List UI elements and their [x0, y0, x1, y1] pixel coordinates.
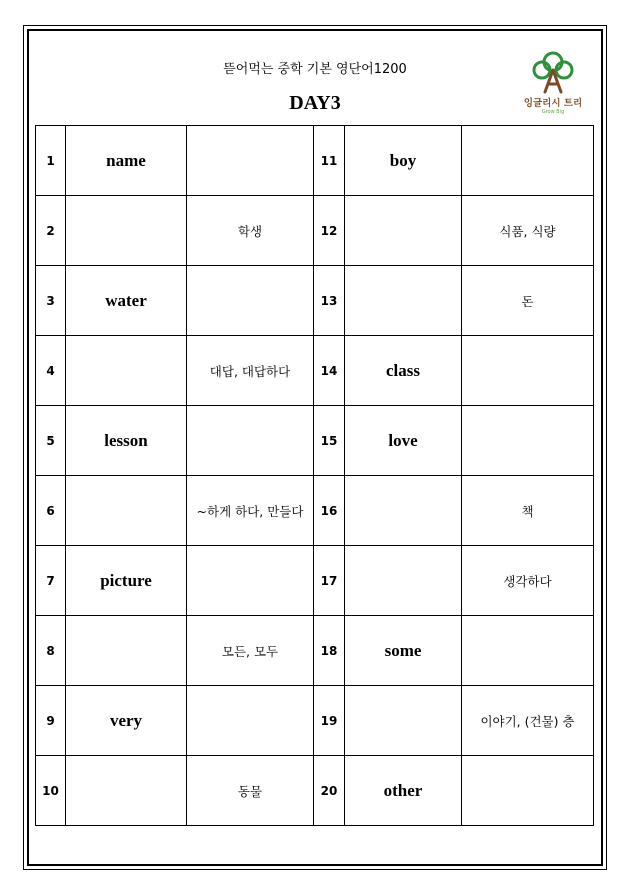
word-number: 17 — [314, 546, 345, 616]
word-number: 10 — [36, 756, 66, 826]
table-row — [36, 266, 594, 336]
korean-meaning — [187, 546, 314, 616]
korean-meaning: 생각하다 — [462, 546, 594, 616]
table-row — [36, 476, 594, 546]
english-word — [345, 476, 462, 546]
korean-meaning: 식품, 식량 — [462, 196, 594, 266]
english-word — [345, 196, 462, 266]
english-word: water — [66, 266, 187, 336]
word-number: 16 — [314, 476, 345, 546]
word-number: 6 — [36, 476, 66, 546]
word-number: 18 — [314, 616, 345, 686]
korean-meaning — [462, 756, 594, 826]
logo-name: 잉글리시 트리 — [523, 98, 583, 109]
korean-meaning — [462, 126, 594, 196]
word-number: 19 — [314, 686, 345, 756]
word-number: 8 — [36, 616, 66, 686]
english-word — [66, 336, 187, 406]
english-word: lesson — [66, 406, 187, 476]
english-word — [66, 616, 187, 686]
english-word — [345, 686, 462, 756]
word-number: 2 — [36, 196, 66, 266]
english-word — [66, 476, 187, 546]
korean-meaning — [462, 616, 594, 686]
table-row — [36, 756, 594, 826]
table-row — [36, 126, 594, 196]
korean-meaning: 돈 — [462, 266, 594, 336]
word-number: 12 — [314, 196, 345, 266]
table-row — [36, 406, 594, 476]
book-subtitle: 뜯어먹는 중학 기본 영단어1200 — [223, 62, 407, 77]
korean-meaning — [187, 266, 314, 336]
korean-meaning — [187, 686, 314, 756]
korean-meaning — [187, 406, 314, 476]
korean-meaning: ~하게 하다, 만들다 — [187, 476, 314, 546]
table-row — [36, 546, 594, 616]
english-word: love — [345, 406, 462, 476]
word-number: 3 — [36, 266, 66, 336]
korean-meaning — [462, 336, 594, 406]
english-word — [345, 266, 462, 336]
english-word: some — [345, 616, 462, 686]
vocabulary-table — [35, 125, 594, 826]
table-row — [36, 686, 594, 756]
word-number: 15 — [314, 406, 345, 476]
korean-meaning: 모든, 모두 — [187, 616, 314, 686]
logo-tagline: Grow Big — [541, 109, 565, 115]
table-row — [36, 196, 594, 266]
korean-meaning: 대답, 대답하다 — [187, 336, 314, 406]
word-number: 13 — [314, 266, 345, 336]
word-number: 7 — [36, 546, 66, 616]
korean-meaning: 책 — [462, 476, 594, 546]
english-word: class — [345, 336, 462, 406]
korean-meaning: 학생 — [187, 196, 314, 266]
english-word — [345, 546, 462, 616]
english-word: picture — [66, 546, 187, 616]
word-number: 9 — [36, 686, 66, 756]
word-number: 20 — [314, 756, 345, 826]
english-word: name — [66, 126, 187, 196]
english-word — [66, 196, 187, 266]
word-number: 11 — [314, 126, 345, 196]
english-word — [66, 756, 187, 826]
korean-meaning — [462, 406, 594, 476]
english-word: other — [345, 756, 462, 826]
korean-meaning — [187, 126, 314, 196]
word-number: 1 — [36, 126, 66, 196]
word-number: 14 — [314, 336, 345, 406]
word-number: 5 — [36, 406, 66, 476]
english-word: very — [66, 686, 187, 756]
table-row — [36, 616, 594, 686]
english-word: boy — [345, 126, 462, 196]
table-row — [36, 336, 594, 406]
day-title: DAY3 — [289, 92, 341, 114]
word-number: 4 — [36, 336, 66, 406]
korean-meaning: 이야기, (건물) 층 — [462, 686, 594, 756]
korean-meaning: 동물 — [187, 756, 314, 826]
